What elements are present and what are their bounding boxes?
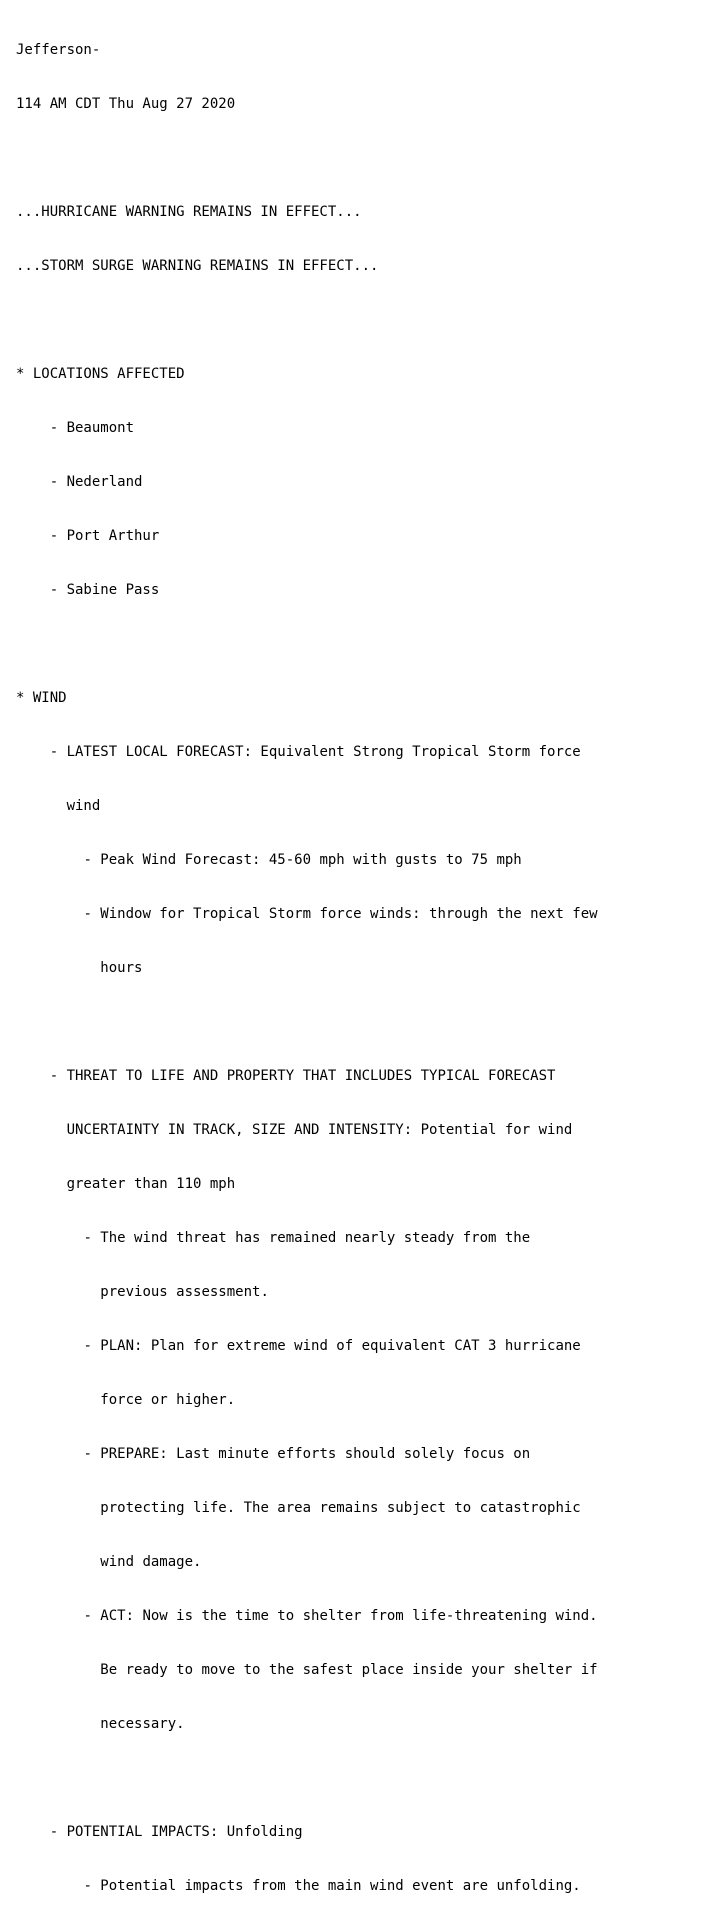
threat-line: - THREAT TO LIFE AND PROPERTY THAT INCLUDES TYPICAL FORECAST bbox=[49, 1068, 556, 1084]
tropical-storm-window-line: hours bbox=[83, 960, 143, 976]
location-item: - Port Arthur bbox=[49, 528, 160, 544]
blank-line bbox=[16, 635, 598, 653]
plan-line: force or higher. bbox=[83, 1392, 236, 1408]
blank-line bbox=[16, 1013, 598, 1031]
prepare-line: - PREPARE: Last minute efforts should solely focus on bbox=[83, 1446, 531, 1462]
locations-heading: * LOCATIONS AFFECTED bbox=[16, 366, 185, 382]
latest-forecast-line: - LATEST LOCAL FORECAST: Equivalent Strong Tropical Storm force bbox=[49, 744, 581, 760]
headline-storm-surge-warning: ...STORM SURGE WARNING REMAINS IN EFFECT... bbox=[16, 258, 379, 274]
location-item: - Sabine Pass bbox=[49, 582, 160, 598]
latest-forecast-line: wind bbox=[49, 798, 101, 814]
threat-line: UNCERTAINTY IN TRACK, SIZE AND INTENSITY: Potential for wind bbox=[49, 1122, 573, 1138]
threat-line: greater than 110 mph bbox=[49, 1176, 236, 1192]
headline-hurricane-warning: ...HURRICANE WARNING REMAINS IN EFFECT... bbox=[16, 204, 362, 220]
blank-line bbox=[16, 1769, 598, 1787]
zone-name: Jefferson- bbox=[16, 42, 101, 58]
act-line: necessary. bbox=[83, 1716, 185, 1732]
location-item: - Nederland bbox=[49, 474, 143, 490]
plan-line: - PLAN: Plan for extreme wind of equivalent CAT 3 hurricane bbox=[83, 1338, 581, 1354]
blank-line bbox=[16, 311, 598, 329]
issued-time: 114 AM CDT Thu Aug 27 2020 bbox=[16, 96, 236, 112]
potential-impacts-line: - POTENTIAL IMPACTS: Unfolding bbox=[49, 1824, 303, 1840]
forecast-document bbox=[16, 5, 598, 1913]
wind-heading: * WIND bbox=[16, 690, 67, 706]
location-item: - Beaumont bbox=[49, 420, 135, 436]
act-line: Be ready to move to the safest place inside your shelter if bbox=[83, 1662, 598, 1678]
tropical-storm-window-line: - Window for Tropical Storm force winds: through the next few bbox=[83, 906, 598, 922]
prepare-line: protecting life. The area remains subject to catastrophic bbox=[83, 1500, 581, 1516]
threat-trend-line: previous assessment. bbox=[83, 1284, 269, 1300]
act-line: - ACT: Now is the time to shelter from life-threatening wind. bbox=[83, 1608, 598, 1624]
blank-line bbox=[16, 149, 598, 167]
peak-wind-line: - Peak Wind Forecast: 45-60 mph with gusts to 75 mph bbox=[83, 852, 522, 868]
prepare-line: wind damage. bbox=[83, 1554, 202, 1570]
threat-trend-line: - The wind threat has remained nearly steady from the bbox=[83, 1230, 531, 1246]
impacts-detail-line: - Potential impacts from the main wind event are unfolding. bbox=[83, 1878, 581, 1894]
